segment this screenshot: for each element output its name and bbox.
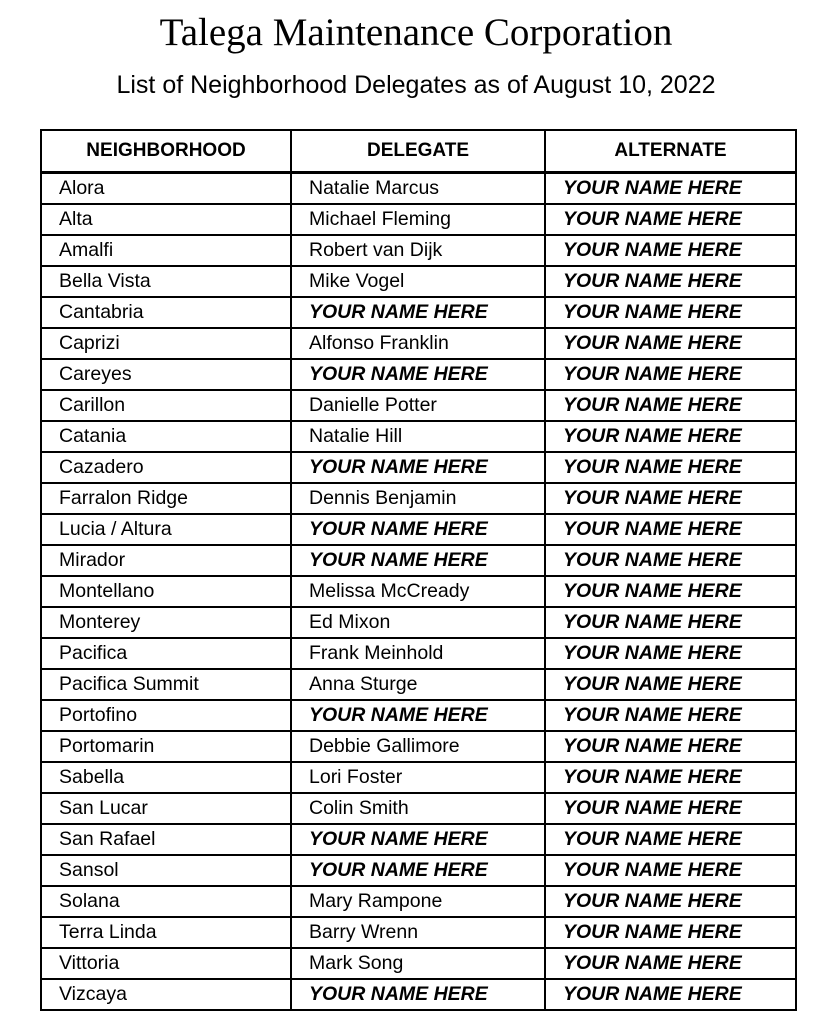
delegate-cell: YOUR NAME HERE [291, 359, 545, 390]
delegate-cell: Mary Rampone [291, 886, 545, 917]
table-row [41, 762, 796, 793]
document-subtitle: List of Neighborhood Delegates as of August 10, 2022 [116, 71, 716, 99]
delegate-cell: Alfonso Franklin [291, 328, 545, 359]
delegate-cell: Melissa McCready [291, 576, 545, 607]
alternate-cell: YOUR NAME HERE [545, 917, 796, 948]
neighborhood-cell: Cazadero [41, 452, 291, 483]
table-row [41, 514, 796, 545]
delegate-cell: Natalie Marcus [291, 173, 545, 205]
alternate-cell: YOUR NAME HERE [545, 514, 796, 545]
alternate-cell: YOUR NAME HERE [545, 886, 796, 917]
alternate-cell: YOUR NAME HERE [545, 390, 796, 421]
alternate-cell: YOUR NAME HERE [545, 824, 796, 855]
delegate-cell: Lori Foster [291, 762, 545, 793]
neighborhood-cell: Sansol [41, 855, 291, 886]
neighborhood-cell: Pacifica [41, 638, 291, 669]
neighborhood-cell: Catania [41, 421, 291, 452]
table-row [41, 204, 796, 235]
table-row [41, 266, 796, 297]
delegate-cell: Natalie Hill [291, 421, 545, 452]
delegate-cell: YOUR NAME HERE [291, 545, 545, 576]
table-row [41, 545, 796, 576]
table-body [41, 173, 796, 1011]
neighborhood-cell: San Rafael [41, 824, 291, 855]
table-row [41, 173, 796, 205]
alternate-cell: YOUR NAME HERE [545, 421, 796, 452]
alternate-cell: YOUR NAME HERE [545, 855, 796, 886]
delegate-cell: Mike Vogel [291, 266, 545, 297]
delegate-cell: YOUR NAME HERE [291, 855, 545, 886]
alternate-cell: YOUR NAME HERE [545, 793, 796, 824]
document-title: Talega Maintenance Corporation [159, 11, 673, 54]
column-header-delegate: DELEGATE [291, 130, 545, 173]
neighborhood-cell: Amalfi [41, 235, 291, 266]
alternate-cell: YOUR NAME HERE [545, 576, 796, 607]
alternate-cell: YOUR NAME HERE [545, 266, 796, 297]
table-row [41, 359, 796, 390]
delegate-cell: YOUR NAME HERE [291, 979, 545, 1010]
neighborhood-cell: Farralon Ridge [41, 483, 291, 514]
table-row [41, 886, 796, 917]
alternate-cell: YOUR NAME HERE [545, 607, 796, 638]
delegate-cell: Frank Meinhold [291, 638, 545, 669]
delegate-cell: Dennis Benjamin [291, 483, 545, 514]
neighborhood-cell: Cantabria [41, 297, 291, 328]
alternate-cell: YOUR NAME HERE [545, 204, 796, 235]
neighborhood-cell: Montellano [41, 576, 291, 607]
alternate-cell: YOUR NAME HERE [545, 173, 796, 205]
delegates-table [40, 129, 797, 1011]
delegate-cell: Danielle Potter [291, 390, 545, 421]
alternate-cell: YOUR NAME HERE [545, 948, 796, 979]
alternate-cell: YOUR NAME HERE [545, 979, 796, 1010]
alternate-cell: YOUR NAME HERE [545, 762, 796, 793]
neighborhood-cell: Sabella [41, 762, 291, 793]
table-row [41, 328, 796, 359]
alternate-cell: YOUR NAME HERE [545, 235, 796, 266]
table-row [41, 576, 796, 607]
table-row [41, 235, 796, 266]
table-row [41, 793, 796, 824]
delegate-cell: Mark Song [291, 948, 545, 979]
alternate-cell: YOUR NAME HERE [545, 359, 796, 390]
neighborhood-cell: San Lucar [41, 793, 291, 824]
neighborhood-cell: Vittoria [41, 948, 291, 979]
alternate-cell: YOUR NAME HERE [545, 328, 796, 359]
table-row [41, 638, 796, 669]
neighborhood-cell: Bella Vista [41, 266, 291, 297]
delegate-cell: Debbie Gallimore [291, 731, 545, 762]
table-row [41, 390, 796, 421]
alternate-cell: YOUR NAME HERE [545, 297, 796, 328]
neighborhood-cell: Pacifica Summit [41, 669, 291, 700]
table-row [41, 607, 796, 638]
table-row [41, 731, 796, 762]
table-row [41, 297, 796, 328]
delegate-cell: YOUR NAME HERE [291, 452, 545, 483]
neighborhood-cell: Lucia / Altura [41, 514, 291, 545]
delegate-cell: Anna Sturge [291, 669, 545, 700]
delegate-cell: YOUR NAME HERE [291, 700, 545, 731]
delegate-cell: Ed Mixon [291, 607, 545, 638]
neighborhood-cell: Alora [41, 173, 291, 205]
delegate-cell: YOUR NAME HERE [291, 824, 545, 855]
neighborhood-cell: Terra Linda [41, 917, 291, 948]
neighborhood-cell: Vizcaya [41, 979, 291, 1010]
delegate-cell: Michael Fleming [291, 204, 545, 235]
table-row [41, 948, 796, 979]
delegate-cell: Colin Smith [291, 793, 545, 824]
table-row [41, 979, 796, 1010]
table-row [41, 855, 796, 886]
delegate-cell: Barry Wrenn [291, 917, 545, 948]
delegate-cell: Robert van Dijk [291, 235, 545, 266]
neighborhood-cell: Monterey [41, 607, 291, 638]
table-header [41, 130, 796, 173]
alternate-cell: YOUR NAME HERE [545, 638, 796, 669]
header-row [41, 130, 796, 173]
table-row [41, 452, 796, 483]
column-header-alternate: ALTERNATE [545, 130, 796, 173]
neighborhood-cell: Portomarin [41, 731, 291, 762]
table-row [41, 917, 796, 948]
column-header-neighborhood: NEIGHBORHOOD [41, 130, 291, 173]
neighborhood-cell: Portofino [41, 700, 291, 731]
neighborhood-cell: Careyes [41, 359, 291, 390]
alternate-cell: YOUR NAME HERE [545, 483, 796, 514]
delegate-cell: YOUR NAME HERE [291, 514, 545, 545]
table-row [41, 824, 796, 855]
alternate-cell: YOUR NAME HERE [545, 452, 796, 483]
alternate-cell: YOUR NAME HERE [545, 700, 796, 731]
alternate-cell: YOUR NAME HERE [545, 731, 796, 762]
neighborhood-cell: Solana [41, 886, 291, 917]
neighborhood-cell: Carillon [41, 390, 291, 421]
alternate-cell: YOUR NAME HERE [545, 545, 796, 576]
table-row [41, 669, 796, 700]
table-row [41, 700, 796, 731]
neighborhood-cell: Alta [41, 204, 291, 235]
delegate-cell: YOUR NAME HERE [291, 297, 545, 328]
table-row [41, 421, 796, 452]
neighborhood-cell: Caprizi [41, 328, 291, 359]
alternate-cell: YOUR NAME HERE [545, 669, 796, 700]
neighborhood-cell: Mirador [41, 545, 291, 576]
table-row [41, 483, 796, 514]
